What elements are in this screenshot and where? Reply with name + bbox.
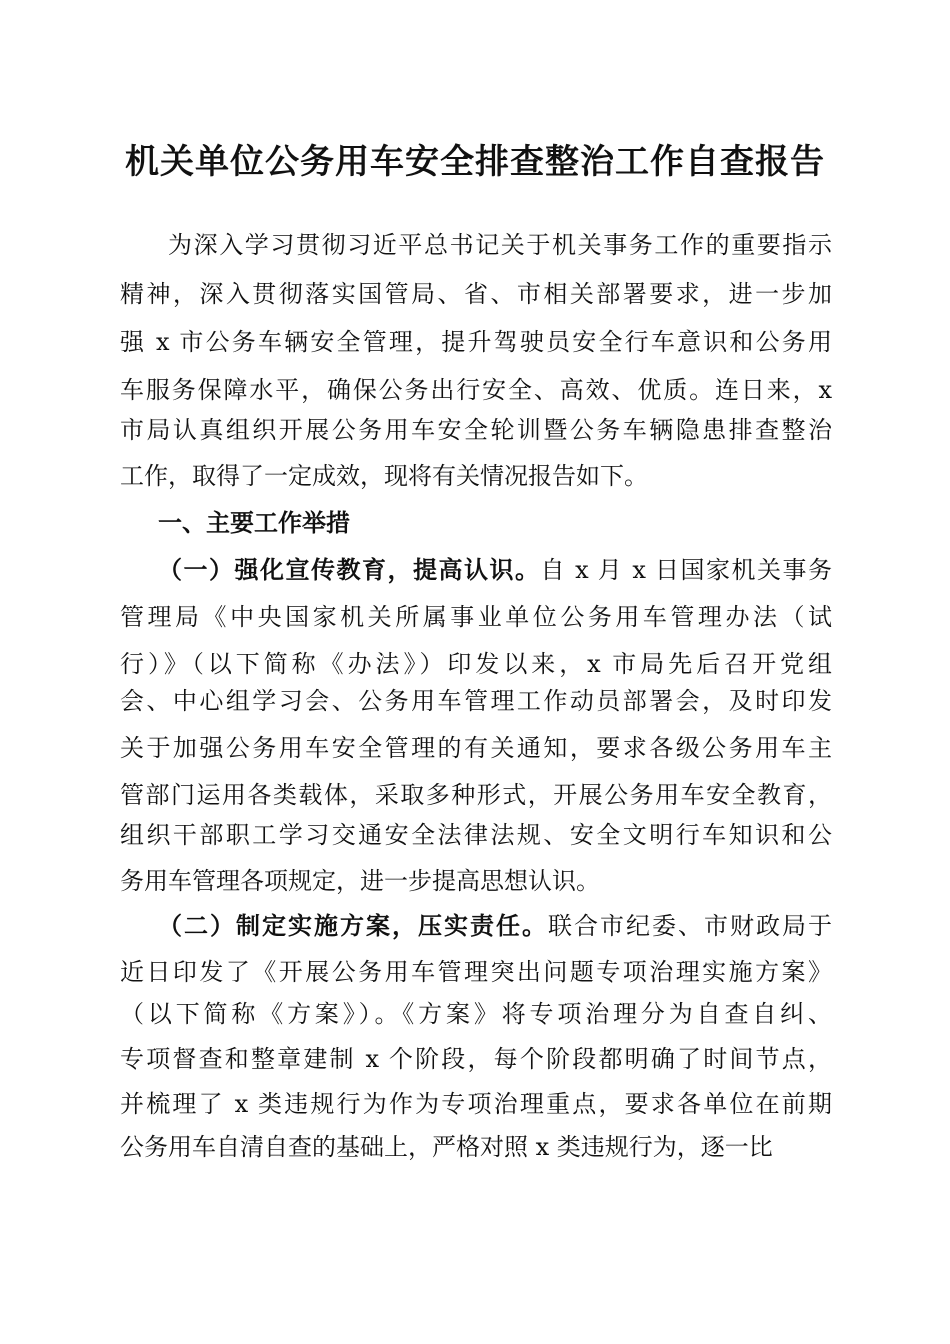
section-heading: 一、主要工作举措	[158, 508, 350, 537]
item1-first-line	[158, 553, 832, 587]
item2-line: 专项督查和整章建制 x 个阶段，每个阶段都明确了时间节点，	[120, 1045, 832, 1073]
intro-line: 车服务保障水平，确保公务出行安全、高效、优质。连日来，x	[120, 376, 832, 404]
item1-line: 务用车管理各项规定，进一步提高思想认识。	[120, 867, 600, 895]
item2-line: 近日印发了《开展公务用车管理突出问题专项治理实施方案》	[120, 958, 832, 986]
intro-line: 精神，深入贯彻落实国管局、省、市相关部署要求，进一步加	[120, 280, 832, 308]
item1-line: 组织干部职工学习交通安全法律法规、安全文明行车知识和公	[120, 821, 832, 849]
item1-lead: （一）强化宣传教育，提高认识。	[158, 555, 541, 584]
intro-line: 强 x 市公务车辆安全管理，提升驾驶员安全行车意识和公务用	[120, 328, 832, 356]
item2-lead: （二）制定实施方案，压实责任。	[158, 911, 548, 940]
intro-line: 工作，取得了一定成效，现将有关情况报告如下。	[120, 462, 648, 490]
item1-line: 关于加强公务用车安全管理的有关通知，要求各级公务用车主	[120, 734, 832, 762]
document-title: 机关单位公务用车安全排查整治工作自查报告	[125, 142, 825, 182]
intro-line: 为深入学习贯彻习近平总书记关于机关事务工作的重要指示	[168, 231, 832, 259]
item1-line: 管部门运用各类载体，采取多种形式，开展公务用车安全教育，	[120, 781, 832, 809]
item2-first-rest: 联合市纪委、市财政局于	[548, 912, 832, 940]
item1-line: 行）》（以下简称《办法》）印发以来，x 市局先后召开党组	[120, 650, 832, 678]
item1-line: 会、中心组学习会、公务用车管理工作动员部署会，及时印发	[120, 687, 832, 715]
intro-line: 市局认真组织开展公务用车安全轮训暨公务车辆隐患排查整治	[120, 416, 832, 444]
item2-first-line	[158, 909, 832, 943]
item2-line: 并梳理了 x 类违规行为作为专项治理重点，要求各单位在前期	[120, 1090, 832, 1118]
item1-first-rest: 自 x 月 x 日国家机关事务	[540, 556, 832, 584]
item2-line: （以下简称《方案》）。《方案》将专项治理分为自查自纠、	[120, 1000, 832, 1028]
item2-line: 公务用车自清自查的基础上，严格对照 x 类违规行为，逐一比	[120, 1133, 773, 1161]
item1-line: 管理局《中央国家机关所属事业单位公务用车管理办法（试	[120, 603, 832, 631]
